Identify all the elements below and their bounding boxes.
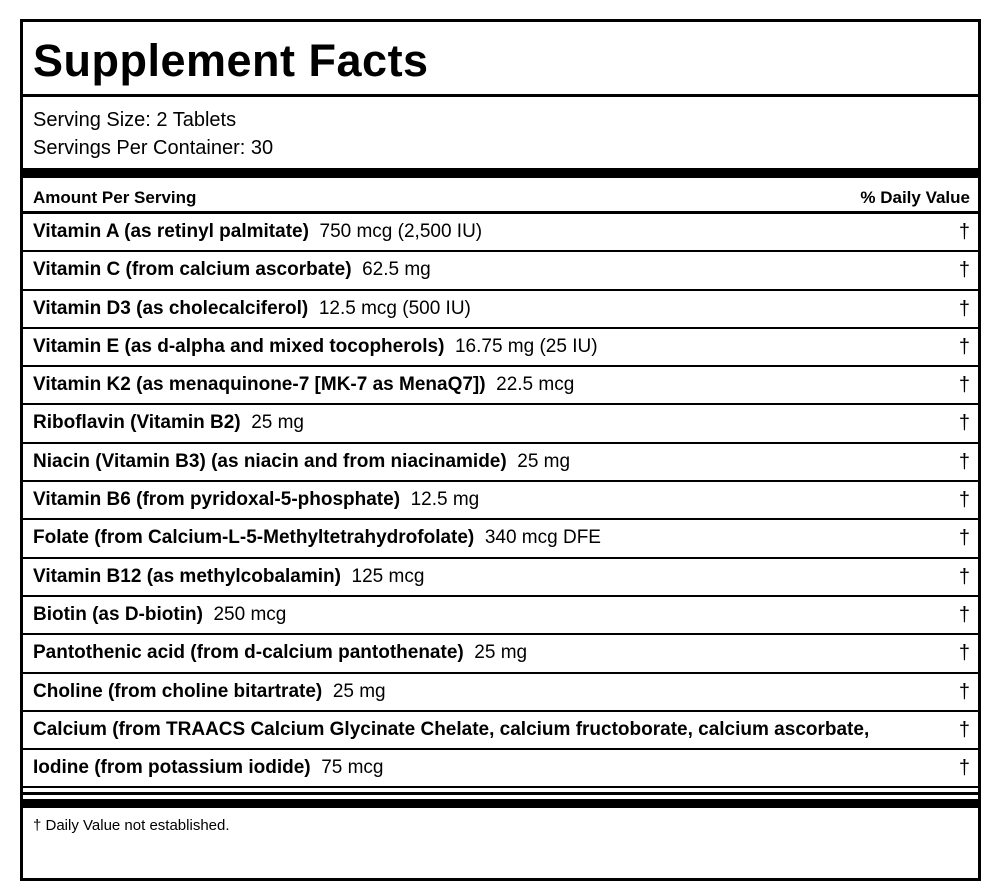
nutrient-text: [33, 719, 880, 741]
nutrient-daily-value: †: [958, 412, 970, 435]
nutrient-name: Vitamin E (as d-alpha and mixed tocopherols): [33, 335, 445, 357]
nutrient-daily-value: †: [958, 527, 970, 550]
nutrient-name: Vitamin B12 (as methylcobalamin): [33, 565, 341, 587]
nutrient-name: Folate (from Calcium-L-5-Methyltetrahydrofolate): [33, 527, 475, 549]
nutrient-row: [23, 597, 978, 635]
nutrient-row: [23, 559, 978, 597]
column-header-row: [23, 178, 978, 214]
serving-size: Serving Size: 2 Tablets: [33, 109, 237, 131]
nutrient-row: [23, 712, 978, 750]
nutrient-amount: 250 mcg: [213, 603, 287, 625]
nutrient-row: [23, 252, 978, 290]
nutrient-row: [23, 750, 978, 788]
nutrient-name: Niacin (Vitamin B3) (as niacin and from niacinamide): [33, 450, 507, 472]
nutrient-row: [23, 635, 978, 673]
nutrient-row: [23, 444, 978, 482]
nutrient-amount: 12.5 mg: [410, 489, 480, 511]
nutrient-text: [33, 642, 527, 664]
nutrient-daily-value: †: [958, 259, 970, 282]
servings-per-container: Servings Per Container: 30: [33, 137, 274, 159]
bottom-divider: [23, 792, 978, 806]
nutrient-amount: 12.5 mcg (500 IU): [318, 297, 471, 319]
nutrient-text: [33, 451, 570, 473]
label-title: Supplement Facts: [33, 35, 429, 86]
nutrient-row: [23, 520, 978, 558]
serving-info: [33, 106, 273, 162]
nutrient-row: [23, 214, 978, 252]
nutrient-text: [33, 527, 601, 549]
nutrient-row: [23, 329, 978, 367]
nutrient-amount: 75 mcg: [321, 757, 384, 779]
nutrient-row: [23, 405, 978, 443]
nutrient-text: [33, 221, 482, 243]
daily-value-header: % Daily Value: [860, 188, 970, 207]
nutrient-amount: 125 mcg: [351, 565, 425, 587]
nutrient-amount: 340 mcg DFE: [484, 527, 601, 549]
nutrient-row: [23, 367, 978, 405]
nutrient-daily-value: †: [958, 565, 970, 588]
nutrient-amount: 16.75 mg (25 IU): [454, 335, 598, 357]
nutrient-text: [33, 757, 384, 779]
nutrient-name: Choline (from choline bitartrate): [33, 680, 323, 702]
nutrient-name: Vitamin D3 (as cholecalciferol): [33, 297, 309, 319]
nutrient-amount: 22.5 mcg: [496, 374, 575, 396]
nutrient-daily-value: †: [958, 489, 970, 512]
nutrient-text: [33, 259, 431, 281]
nutrient-amount: 62.5 mg: [362, 259, 431, 281]
nutrient-name: Vitamin C (from calcium ascorbate): [33, 259, 352, 281]
nutrient-amount: 25 mg: [474, 642, 528, 664]
nutrient-daily-value: †: [958, 221, 970, 243]
nutrient-text: [33, 412, 304, 434]
nutrient-list: [23, 214, 978, 788]
nutrient-text: [33, 604, 286, 626]
nutrient-text: [33, 374, 574, 396]
amount-per-serving-header: Amount Per Serving: [33, 188, 197, 207]
nutrient-name: Biotin (as D-biotin): [33, 603, 203, 625]
nutrient-name: Riboflavin (Vitamin B2): [33, 412, 241, 434]
nutrient-daily-value: †: [958, 374, 970, 397]
nutrient-name: Vitamin B6 (from pyridoxal-5-phosphate): [33, 489, 401, 511]
nutrient-text: [33, 298, 471, 320]
nutrient-text: [33, 566, 424, 588]
nutrient-text: [33, 681, 386, 703]
nutrient-amount: 25 mg: [332, 680, 386, 702]
supplement-facts-label: [20, 19, 981, 881]
footnote: † Daily Value not established.: [33, 817, 230, 834]
nutrient-daily-value: †: [958, 450, 970, 473]
nutrient-daily-value: †: [958, 603, 970, 626]
nutrient-row: [23, 482, 978, 520]
nutrient-row: [23, 291, 978, 329]
nutrient-amount: 750 mcg (2,500 IU): [319, 221, 483, 242]
nutrient-text: [33, 336, 598, 358]
nutrient-amount: 25 mg: [517, 450, 571, 472]
thick-divider: [23, 168, 978, 178]
nutrient-name: Pantothenic acid (from d-calcium pantothenate): [33, 642, 464, 664]
nutrient-daily-value: †: [958, 297, 970, 320]
nutrient-text: [33, 489, 479, 511]
nutrient-name: Iodine (from potassium iodide): [33, 757, 311, 779]
nutrient-row: [23, 674, 978, 712]
nutrient-daily-value: †: [958, 642, 970, 665]
nutrient-amount: 25 mg: [251, 412, 304, 434]
nutrient-daily-value: †: [958, 757, 970, 780]
nutrient-daily-value: †: [958, 680, 970, 703]
nutrient-daily-value: †: [958, 335, 970, 358]
nutrient-name: Vitamin K2 (as menaquinone-7 [MK-7 as MenaQ7]): [33, 374, 486, 396]
nutrient-daily-value: †: [958, 718, 970, 741]
title-row: [23, 22, 978, 97]
nutrient-name: Calcium (from TRAACS Calcium Glycinate Chelate, calcium fructoborate, calcium ascorbate,: [33, 718, 870, 740]
nutrient-name: Vitamin A (as retinyl palmitate): [33, 221, 309, 242]
